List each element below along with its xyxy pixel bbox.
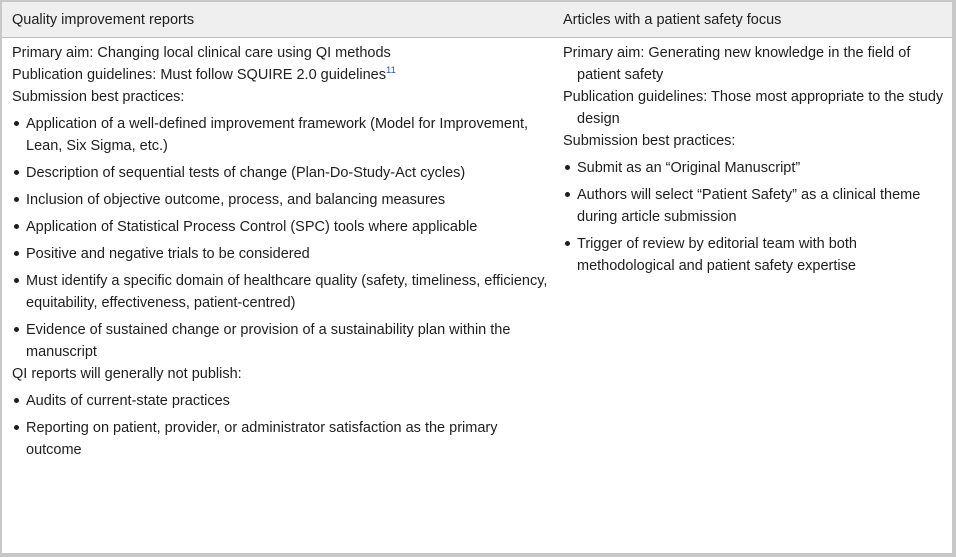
- list-item: Reporting on patient, provider, or administrator satisfaction as the primary outcome: [12, 417, 552, 461]
- qi-not-publish-list: [12, 390, 552, 461]
- ps-primary-aim: Primary aim: Generating new knowledge in the field of patient safety: [563, 45, 911, 83]
- qi-reports-column: [12, 42, 552, 461]
- ps-publication-guidelines: Publication guidelines: Those most appropriate to the study design: [563, 89, 944, 127]
- table-header: [2, 2, 952, 38]
- qi-publication-text: Publication guidelines: Must follow SQUIRE 2.0 guidelines: [12, 67, 386, 83]
- qi-publication-guidelines: [12, 64, 552, 86]
- list-item: Application of a well-defined improvement framework (Model for Improvement, Lean, Six Sigma, etc.): [12, 113, 552, 157]
- ps-best-practices-list: [563, 157, 947, 277]
- qi-not-publish-heading: QI reports will generally not publish:: [12, 366, 242, 382]
- patient-safety-column: [563, 42, 947, 277]
- reference-link[interactable]: 11: [385, 65, 396, 76]
- qi-primary-aim: Primary aim: Changing local clinical care using QI methods: [12, 45, 391, 61]
- list-item: Trigger of review by editorial team with both methodological and patient safety expertise: [563, 233, 947, 277]
- list-item: Audits of current-state practices: [12, 390, 552, 412]
- list-item: Description of sequential tests of change (Plan-Do-Study-Act cycles): [12, 162, 552, 184]
- header-qi-reports: Quality improvement reports: [12, 12, 195, 28]
- list-item: Authors will select “Patient Safety” as a clinical theme during article submission: [563, 184, 947, 228]
- list-item: Inclusion of objective outcome, process, and balancing measures: [12, 189, 552, 211]
- qi-best-practices-list: [12, 113, 552, 363]
- list-item: Evidence of sustained change or provision of a sustainability plan within the manuscript: [12, 319, 552, 363]
- list-item: Positive and negative trials to be considered: [12, 243, 552, 265]
- ps-best-practices-heading: Submission best practices:: [563, 133, 736, 149]
- list-item: Submit as an “Original Manuscript”: [563, 157, 947, 179]
- list-item: Must identify a specific domain of healthcare quality (safety, timeliness, efficiency, equitability, effectiveness, patient-centred): [12, 270, 552, 314]
- header-patient-safety: Articles with a patient safety focus: [563, 12, 782, 28]
- list-item: Application of Statistical Process Control (SPC) tools where applicable: [12, 216, 552, 238]
- qi-best-practices-heading: Submission best practices:: [12, 89, 185, 105]
- comparison-table: [2, 2, 952, 553]
